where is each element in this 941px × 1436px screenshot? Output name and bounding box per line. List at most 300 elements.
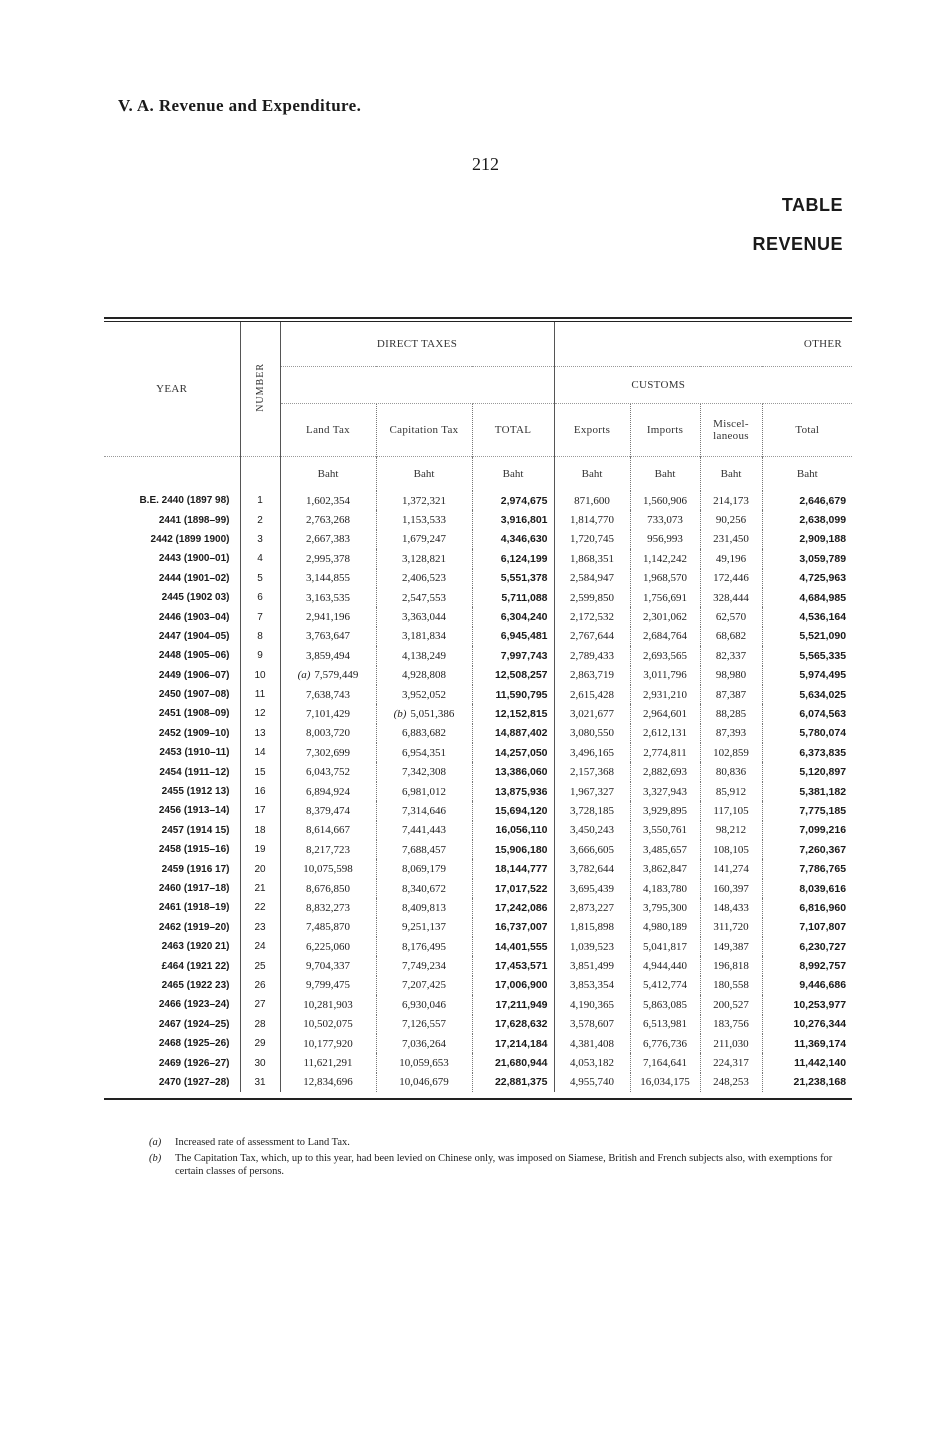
cell-customs-total [762, 840, 852, 859]
cell-exports-value: 2,789,433 [570, 649, 615, 662]
cell-imports [630, 1015, 700, 1034]
cell-capitation-tax [376, 666, 472, 685]
cell-miscellaneous-value: 141,274 [713, 863, 749, 876]
cell-year-value: 2457 (1914 15) [161, 824, 230, 836]
cell-number-value: 25 [254, 960, 266, 972]
cell-year-value: 2444 (1901–02) [158, 572, 230, 584]
cell-imports [630, 588, 700, 607]
cell-capitation-tax-value: 3,181,834 [402, 630, 446, 643]
cell-direct-total-value: 5,551,378 [500, 572, 548, 585]
table-row [104, 995, 852, 1014]
header-land-tax: Land Tax [280, 404, 376, 457]
cell-exports [554, 782, 630, 801]
cell-land-tax-value: 7,638,743 [306, 688, 350, 701]
unit-cell: Baht [630, 457, 700, 492]
cell-land-tax [280, 588, 376, 607]
cell-land-tax-value: 11,621,291 [303, 1057, 353, 1070]
cell-capitation-tax [376, 840, 472, 859]
cell-land-tax-value: 7,579,449 [314, 669, 359, 682]
cell-customs-total [762, 937, 852, 956]
cell-number-value: 3 [257, 533, 263, 545]
footnote [149, 1136, 855, 1149]
cell-customs-total [762, 898, 852, 917]
cell-imports-value: 3,011,796 [643, 669, 687, 682]
cell-exports [554, 530, 630, 549]
footnote-mark: (b) [393, 707, 407, 720]
table-row [104, 1073, 852, 1092]
table-row [104, 859, 852, 878]
cell-direct-total-value: 21,680,944 [494, 1057, 548, 1070]
cell-customs-total-value: 2,646,679 [799, 494, 847, 507]
cell-miscellaneous [700, 956, 762, 975]
cell-direct-total [472, 1053, 554, 1072]
cell-number [240, 1034, 280, 1053]
cell-customs-total [762, 995, 852, 1014]
cell-number-value: 4 [257, 553, 263, 565]
cell-exports [554, 646, 630, 665]
cell-number [240, 762, 280, 781]
cell-land-tax [280, 724, 376, 743]
cell-number-value: 14 [254, 747, 266, 759]
cell-customs-total-value: 5,565,335 [799, 649, 847, 662]
table-row [104, 627, 852, 646]
cell-exports-value: 2,599,850 [570, 591, 615, 604]
cell-exports-value: 1,815,898 [570, 921, 615, 934]
cell-imports [630, 1053, 700, 1072]
cell-imports [630, 724, 700, 743]
cell-direct-total [472, 762, 554, 781]
cell-number [240, 879, 280, 898]
cell-miscellaneous [700, 569, 762, 588]
cell-imports-value: 733,073 [647, 514, 683, 527]
cell-direct-total-value: 6,124,199 [500, 552, 548, 565]
cell-number-value: 17 [254, 805, 266, 817]
cell-miscellaneous-value: 98,212 [715, 824, 747, 837]
cell-land-tax [280, 704, 376, 723]
cell-direct-total [472, 588, 554, 607]
cell-year-value: 2469 (1926–27) [158, 1057, 230, 1069]
cell-year [104, 918, 240, 937]
unit-cell-blank [104, 457, 240, 492]
cell-direct-total-value: 7,997,743 [500, 649, 548, 662]
cell-imports [630, 666, 700, 685]
cell-capitation-tax-value: 6,981,012 [402, 785, 446, 798]
cell-exports-value: 4,381,408 [570, 1037, 615, 1050]
cell-number [240, 937, 280, 956]
cell-land-tax [280, 530, 376, 549]
cell-direct-total-value: 17,628,632 [494, 1018, 548, 1031]
cell-year [104, 666, 240, 685]
cell-direct-total-value: 13,875,936 [494, 785, 548, 798]
cell-exports [554, 588, 630, 607]
cell-year-value: 2451 (1908–09) [158, 708, 230, 720]
cell-capitation-tax-value: 10,059,653 [399, 1057, 449, 1070]
cell-year-value: 2465 (1922 23) [161, 979, 230, 991]
table-row [104, 1015, 852, 1034]
header-direct-taxes: DIRECT TAXES [280, 322, 554, 367]
cell-capitation-tax [376, 607, 472, 626]
cell-customs-total-value: 8,992,757 [799, 960, 847, 973]
header-other: OTHER [554, 322, 852, 367]
cell-land-tax [280, 627, 376, 646]
cell-capitation-tax [376, 491, 472, 510]
cell-land-tax [280, 821, 376, 840]
cell-miscellaneous [700, 918, 762, 937]
cell-number [240, 821, 280, 840]
cell-imports [630, 607, 700, 626]
cell-number-value: 18 [254, 824, 266, 836]
cell-capitation-tax-value: 4,928,808 [402, 669, 446, 682]
cell-land-tax [280, 569, 376, 588]
cell-miscellaneous [700, 1053, 762, 1072]
cell-capitation-tax-value: 1,679,247 [402, 533, 446, 546]
cell-imports-value: 4,183,780 [643, 882, 688, 895]
cell-miscellaneous-value: 149,387 [713, 940, 749, 953]
table-row [104, 588, 852, 607]
cell-capitation-tax [376, 762, 472, 781]
cell-direct-total-value: 13,386,060 [494, 766, 548, 779]
cell-capitation-tax-value: 1,153,533 [402, 514, 446, 527]
cell-number-value: 16 [254, 786, 266, 798]
cell-land-tax-value: 8,003,720 [306, 727, 350, 740]
cell-customs-total [762, 801, 852, 820]
cell-exports-value: 2,615,428 [570, 688, 615, 701]
cell-year-value: 2443 (1900–01) [158, 553, 230, 565]
cell-number-value: 30 [254, 1057, 266, 1069]
cell-land-tax [280, 801, 376, 820]
cell-miscellaneous-value: 328,444 [713, 591, 749, 604]
cell-number-value: 22 [254, 902, 266, 914]
cell-miscellaneous-value: 160,397 [713, 882, 749, 895]
footnote-mark: (a) [297, 669, 311, 682]
cell-customs-total-value: 10,276,344 [793, 1018, 847, 1031]
cell-year [104, 1053, 240, 1072]
cell-land-tax-value: 6,225,060 [306, 940, 350, 953]
cell-miscellaneous-value: 85,912 [715, 785, 747, 798]
cell-customs-total [762, 782, 852, 801]
table-row [104, 530, 852, 549]
cell-land-tax [280, 1015, 376, 1034]
cell-exports-value: 1,814,770 [570, 514, 615, 527]
cell-number [240, 549, 280, 568]
cell-exports [554, 840, 630, 859]
cell-miscellaneous-value: 80,836 [715, 766, 747, 779]
table-row [104, 956, 852, 975]
cell-number [240, 995, 280, 1014]
cell-number [240, 1053, 280, 1072]
cell-exports-value: 3,450,243 [570, 824, 615, 837]
cell-direct-total-value: 6,304,240 [500, 611, 548, 624]
page-number: 212 [472, 154, 499, 174]
cell-land-tax [280, 937, 376, 956]
cell-capitation-tax [376, 1053, 472, 1072]
cell-land-tax-value: 9,799,475 [306, 979, 350, 992]
cell-number [240, 724, 280, 743]
unit-row [104, 457, 852, 492]
cell-year [104, 976, 240, 995]
cell-miscellaneous [700, 1073, 762, 1092]
cell-land-tax-value: 2,995,378 [306, 552, 350, 565]
cell-direct-total-value: 12,152,815 [494, 707, 548, 720]
cell-year [104, 898, 240, 917]
cell-direct-total-value: 6,945,481 [500, 630, 548, 643]
unit-cell: Baht [376, 457, 472, 492]
cell-imports-value: 2,612,131 [643, 727, 688, 740]
cell-direct-total [472, 1073, 554, 1092]
cell-customs-total [762, 762, 852, 781]
cell-capitation-tax-value: 7,036,264 [402, 1037, 446, 1050]
cell-miscellaneous-value: 148,433 [713, 901, 749, 914]
cell-miscellaneous-value: 87,393 [715, 727, 747, 740]
cell-direct-total [472, 918, 554, 937]
cell-exports-value: 3,666,605 [570, 843, 615, 856]
cell-customs-total-value: 21,238,168 [793, 1076, 847, 1089]
header-customs: CUSTOMS [554, 367, 762, 404]
footnote-mark: (a) [149, 1137, 162, 1148]
header-blank [280, 367, 554, 404]
cell-exports [554, 1073, 630, 1092]
cell-number [240, 569, 280, 588]
cell-direct-total-value: 15,694,120 [494, 804, 548, 817]
cell-customs-total [762, 607, 852, 626]
cell-exports [554, 1034, 630, 1053]
cell-number [240, 918, 280, 937]
cell-number-value: 15 [254, 766, 266, 778]
cell-miscellaneous-value: 62,570 [715, 611, 747, 624]
cell-number-value: 31 [254, 1076, 266, 1088]
cell-imports-value: 5,863,085 [643, 998, 688, 1011]
cell-direct-total-value: 14,257,050 [494, 746, 548, 759]
cell-customs-total [762, 724, 852, 743]
cell-customs-total-value: 4,536,164 [799, 611, 847, 624]
cell-exports [554, 762, 630, 781]
cell-capitation-tax [376, 801, 472, 820]
cell-imports [630, 898, 700, 917]
cell-miscellaneous-value: 87,387 [715, 688, 747, 701]
cell-customs-total-value: 5,521,090 [799, 630, 847, 643]
cell-year-value: 2447 (1904–05) [158, 630, 230, 642]
footnote-text: The Capitation Tax, which, up to this year, had been levied on Chinese only, was imposed on Siamese, British and French subjects also, with exemptions for certain classes of persons. [175, 1153, 833, 1177]
cell-capitation-tax-value: 4,138,249 [402, 649, 446, 662]
table-row [104, 724, 852, 743]
cell-year [104, 1034, 240, 1053]
cell-exports-value: 2,584,947 [570, 572, 615, 585]
cell-year [104, 704, 240, 723]
cell-imports [630, 704, 700, 723]
cell-miscellaneous-value: 180,558 [713, 979, 749, 992]
cell-number [240, 704, 280, 723]
cell-land-tax [280, 859, 376, 878]
cell-land-tax-value: 9,704,337 [306, 960, 350, 973]
cell-customs-total [762, 918, 852, 937]
cell-customs-total [762, 743, 852, 762]
cell-capitation-tax [376, 782, 472, 801]
cell-number [240, 666, 280, 685]
cell-capitation-tax [376, 588, 472, 607]
cell-miscellaneous-value: 90,256 [715, 514, 747, 527]
cell-land-tax [280, 510, 376, 529]
cell-miscellaneous [700, 859, 762, 878]
cell-capitation-tax [376, 704, 472, 723]
cell-miscellaneous-value: 248,253 [713, 1076, 749, 1089]
cell-year-value: 2446 (1903–04) [158, 611, 230, 623]
cell-number-value: 20 [254, 863, 266, 875]
cell-customs-total-value: 5,120,897 [799, 766, 847, 779]
cell-direct-total [472, 607, 554, 626]
cell-land-tax-value: 6,894,924 [306, 785, 350, 798]
cell-number-value: 11 [254, 689, 266, 701]
cell-exports [554, 1053, 630, 1072]
cell-direct-total [472, 510, 554, 529]
cell-number [240, 859, 280, 878]
cell-miscellaneous-value: 49,196 [715, 552, 747, 565]
revenue-label: REVENUE [752, 234, 843, 254]
cell-exports [554, 491, 630, 510]
cell-direct-total-value: 15,906,180 [494, 843, 548, 856]
footnote-text: Increased rate of assessment to Land Tax. [175, 1137, 350, 1148]
cell-number [240, 685, 280, 704]
table-row [104, 1053, 852, 1072]
cell-capitation-tax-value: 2,547,553 [402, 591, 446, 604]
cell-imports-value: 1,968,570 [643, 572, 688, 585]
cell-exports-value: 3,021,677 [570, 707, 615, 720]
cell-year [104, 510, 240, 529]
table-row [104, 569, 852, 588]
cell-exports-value: 4,053,182 [570, 1057, 615, 1070]
cell-year-value: 2460 (1917–18) [158, 883, 230, 894]
cell-capitation-tax-value: 7,314,646 [402, 804, 446, 817]
cell-imports-value: 5,412,774 [643, 979, 688, 992]
cell-capitation-tax-value: 6,883,682 [402, 727, 446, 740]
table-row [104, 918, 852, 937]
cell-customs-total [762, 1053, 852, 1072]
cell-exports-value: 3,782,644 [570, 863, 615, 876]
unit-cell: Baht [280, 457, 376, 492]
cell-miscellaneous-value: 117,105 [713, 804, 749, 817]
cell-customs-total-value: 5,974,495 [799, 669, 847, 682]
cell-direct-total [472, 627, 554, 646]
cell-number-value: 29 [254, 1038, 266, 1050]
cell-number [240, 898, 280, 917]
cell-number-value: 12 [254, 708, 266, 720]
cell-imports-value: 1,560,906 [643, 494, 688, 507]
cell-exports [554, 549, 630, 568]
cell-miscellaneous [700, 549, 762, 568]
header-imports: Imports [630, 404, 700, 457]
cell-capitation-tax-value: 2,406,523 [402, 572, 446, 585]
cell-exports-value: 4,190,365 [570, 998, 615, 1011]
cell-customs-total [762, 530, 852, 549]
cell-capitation-tax [376, 956, 472, 975]
cell-land-tax-value: 8,614,667 [306, 824, 350, 837]
cell-direct-total [472, 859, 554, 878]
cell-number [240, 743, 280, 762]
cell-miscellaneous-value: 88,285 [715, 707, 747, 720]
cell-imports [630, 995, 700, 1014]
unit-cell: Baht [472, 457, 554, 492]
cell-number [240, 530, 280, 549]
cell-land-tax-value: 2,941,196 [306, 611, 350, 624]
cell-imports-value: 3,327,943 [643, 785, 688, 798]
cell-capitation-tax [376, 530, 472, 549]
cell-land-tax-value: 10,281,903 [303, 998, 353, 1011]
cell-imports [630, 782, 700, 801]
cell-imports-value: 1,142,242 [643, 552, 688, 565]
cell-customs-total-value: 6,816,960 [799, 901, 847, 914]
cell-miscellaneous [700, 995, 762, 1014]
cell-customs-total-value: 7,099,216 [799, 824, 847, 837]
header-number [240, 322, 280, 457]
cell-miscellaneous [700, 782, 762, 801]
cell-land-tax-value: 10,075,598 [303, 863, 353, 876]
cell-land-tax-value: 3,163,535 [306, 591, 350, 604]
cell-imports-value: 4,944,440 [643, 960, 688, 973]
cell-customs-total-value: 7,107,807 [799, 921, 847, 934]
cell-customs-total [762, 976, 852, 995]
cell-direct-total [472, 491, 554, 510]
cell-direct-total [472, 646, 554, 665]
cell-year [104, 840, 240, 859]
cell-imports [630, 685, 700, 704]
cell-miscellaneous-value: 98,980 [715, 669, 747, 682]
cell-land-tax [280, 743, 376, 762]
cell-customs-total [762, 685, 852, 704]
cell-land-tax [280, 762, 376, 781]
cell-miscellaneous-value: 211,030 [713, 1037, 749, 1050]
cell-direct-total [472, 956, 554, 975]
cell-imports [630, 510, 700, 529]
cell-direct-total-value: 11,590,795 [495, 688, 548, 701]
cell-exports-value: 3,080,550 [570, 727, 615, 740]
cell-customs-total-value: 5,634,025 [799, 688, 847, 701]
footnote-mark: (b) [149, 1153, 162, 1164]
cell-number [240, 976, 280, 995]
cell-direct-total-value: 17,453,571 [494, 960, 548, 973]
cell-customs-total [762, 704, 852, 723]
cell-year-value: 2450 (1907–08) [158, 689, 230, 701]
cell-number [240, 956, 280, 975]
cell-number-value: 23 [254, 921, 266, 933]
cell-customs-total [762, 510, 852, 529]
cell-imports [630, 976, 700, 995]
cell-land-tax-value: 6,043,752 [306, 766, 350, 779]
cell-capitation-tax-value: 9,251,137 [402, 921, 446, 934]
cell-year-value: 2462 (1919–20) [158, 921, 230, 933]
cell-number [240, 782, 280, 801]
cell-direct-total [472, 685, 554, 704]
cell-capitation-tax-value: 7,441,443 [402, 824, 446, 837]
cell-year [104, 782, 240, 801]
cell-exports [554, 859, 630, 878]
cell-year-value: 2468 (1925–26) [158, 1038, 230, 1050]
cell-direct-total [472, 1034, 554, 1053]
cell-land-tax [280, 646, 376, 665]
cell-exports-value: 2,172,532 [570, 611, 615, 624]
cell-miscellaneous [700, 724, 762, 743]
cell-land-tax-value: 1,602,354 [306, 494, 350, 507]
table-row [104, 743, 852, 762]
cell-imports-value: 5,041,817 [643, 940, 688, 953]
cell-customs-total [762, 1034, 852, 1053]
cell-land-tax-value: 7,302,699 [306, 746, 350, 759]
cell-customs-total-value: 2,638,099 [799, 514, 847, 527]
table-row [104, 976, 852, 995]
cell-customs-total [762, 666, 852, 685]
cell-direct-total [472, 801, 554, 820]
cell-direct-total [472, 704, 554, 723]
cell-imports [630, 821, 700, 840]
cell-imports [630, 840, 700, 859]
